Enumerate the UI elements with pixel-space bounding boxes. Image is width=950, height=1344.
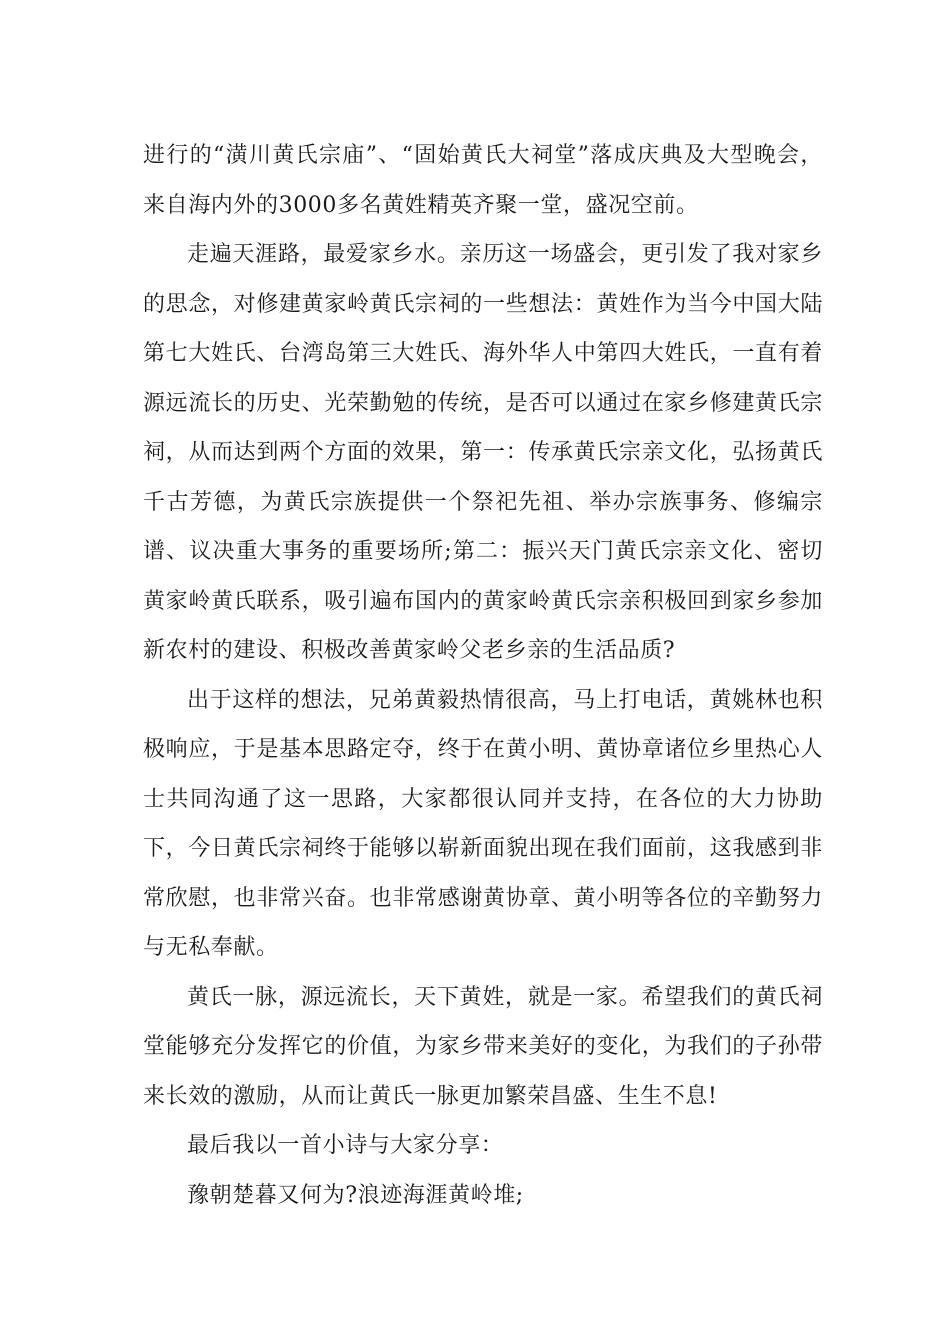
- paragraph-homeland-thoughts: 走遍天涯路，最爱家乡水。亲历这一场盛会，更引发了我对家乡的思念，对修建黄家岭黄氏宗祠的一些想法：黄姓作为当今中国大陆第七大姓氏、台湾岛第三大姓氏、海外华人中第四大姓氏，一直有着源远流长的历史、光荣勤勉的传统，是否可以通过在家乡修建黄氏宗祠，从而达到两个方面的效果，第一：传承黄氏宗亲文化，弘扬黄氏千古芳德，为黄氏宗族提供一个祭祀先祖、举办宗族事务、修编宗谱、议决重大事务的重要场所;第二：振兴天门黄氏宗亲文化、密切黄家岭黄氏联系，吸引遍布国内的黄家岭黄氏宗亲积极回到家乡参加新农村的建设、积极改善黄家岭父老乡亲的生活品质?: [143, 242, 823, 663]
- paragraph-lineage-hope: 黄氏一脉，源远流长，天下黄姓，就是一家。希望我们的黄氏祠堂能够充分发挥它的价值，为家乡带来美好的变化，为我们的子孙带来长效的激励，从而让黄氏一脉更加繁荣昌盛、生生不息!: [143, 984, 823, 1109]
- document-body: [143, 131, 823, 1220]
- paragraph-poem-intro: 最后我以一首小诗与大家分享：: [187, 1133, 504, 1158]
- paragraph-ancestral-hall-support: 出于这样的想法，兄弟黄毅热情很高，马上打电话，黄姚林也积极响应，于是基本思路定夺，终于在黄小明、黄协章诸位乡里热心人士共同沟通了这一思路，大家都很认同并支持，在各位的大力协助下，今日黄氏宗祠终于能够以崭新面貌出现在我们面前，这我感到非常欣慰，也非常兴奋。也非常感谢黄协章、黄小明等各位的辛勤努力与无私奉献。: [143, 687, 823, 960]
- paragraph-continuation: 进行的“潢川黄氏宗庙”、“固始黄氏大祠堂”落成庆典及大型晚会，来自海内外的3000多名黄姓精英齐聚一堂，盛况空前。: [143, 143, 823, 218]
- poem-line: 豫朝楚暮又何为?浪迹海涯黄岭堆;: [187, 1182, 524, 1208]
